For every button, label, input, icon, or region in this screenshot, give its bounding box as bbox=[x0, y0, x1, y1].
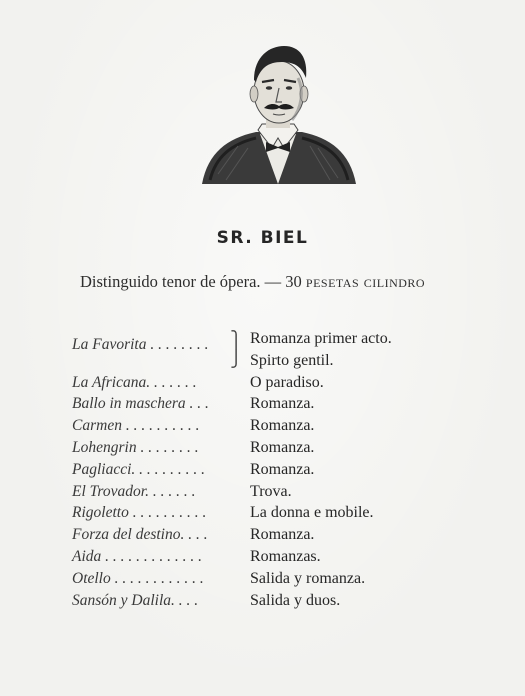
opera-name: La Favorita . . . . . . . . bbox=[72, 336, 209, 353]
opera-name: Forza del destino. . . . bbox=[72, 526, 208, 544]
opera-name: Pagliacci. . . . . . . . . . bbox=[72, 460, 206, 478]
performer-description bbox=[80, 272, 425, 292]
tenor-portrait-image bbox=[198, 34, 360, 194]
piece-name: Spirto gentil. bbox=[250, 351, 334, 369]
piece-name: Trova. bbox=[250, 482, 292, 500]
brace-top-mark: ⎫ bbox=[230, 332, 242, 349]
list-item bbox=[0, 439, 525, 461]
opera-name: El Trovador. . . . . . . bbox=[72, 482, 196, 500]
list-item bbox=[0, 330, 525, 352]
list-item bbox=[0, 504, 525, 526]
piece-name: Romanza. bbox=[250, 395, 315, 413]
opera-name: Sansón y Dalila. . . . bbox=[72, 591, 199, 609]
piece-name: Romanza. bbox=[250, 439, 315, 456]
list-item bbox=[0, 352, 525, 374]
list-item bbox=[0, 548, 525, 570]
opera-name: Otello . . . . . . . . . . . . bbox=[72, 569, 204, 587]
opera-name: Carmen . . . . . . . . . . bbox=[72, 417, 200, 435]
piece-name: Romanza. bbox=[250, 417, 315, 435]
opera-name: Lohengrin . . . . . . . . bbox=[72, 439, 199, 456]
list-item bbox=[0, 417, 525, 439]
list-item bbox=[0, 570, 525, 592]
opera-name: Rigoletto . . . . . . . . . . bbox=[72, 504, 207, 522]
piece-name: La donna e mobile. bbox=[250, 504, 374, 522]
performer-title: SR. BIEL bbox=[216, 228, 309, 248]
piece-name: Salida y duos. bbox=[250, 591, 341, 609]
list-item bbox=[0, 526, 525, 548]
piece-name: O paradiso. bbox=[250, 373, 324, 391]
list-item bbox=[0, 395, 525, 417]
opera-name: Ballo in maschera . . . bbox=[72, 395, 209, 413]
opera-name: Aida . . . . . . . . . . . . . bbox=[72, 548, 203, 565]
list-item bbox=[0, 592, 525, 614]
piece-name: Romanza. bbox=[250, 460, 315, 478]
piece-name: Romanza. bbox=[250, 526, 315, 544]
description-text: Distinguido tenor de ópera. — 30 bbox=[80, 272, 302, 291]
opera-name: La Africana. . . . . . . bbox=[72, 373, 197, 391]
piece-name: Romanza primer acto. bbox=[250, 330, 392, 347]
piece-name: Romanzas. bbox=[250, 548, 321, 565]
piece-name: Salida y romanza. bbox=[250, 569, 366, 587]
list-item bbox=[0, 374, 525, 396]
list-item bbox=[0, 461, 525, 483]
list-item bbox=[0, 483, 525, 505]
price-unit: pesetas cilindro bbox=[305, 272, 426, 291]
brace-bottom-mark: ⎭ bbox=[230, 351, 242, 368]
